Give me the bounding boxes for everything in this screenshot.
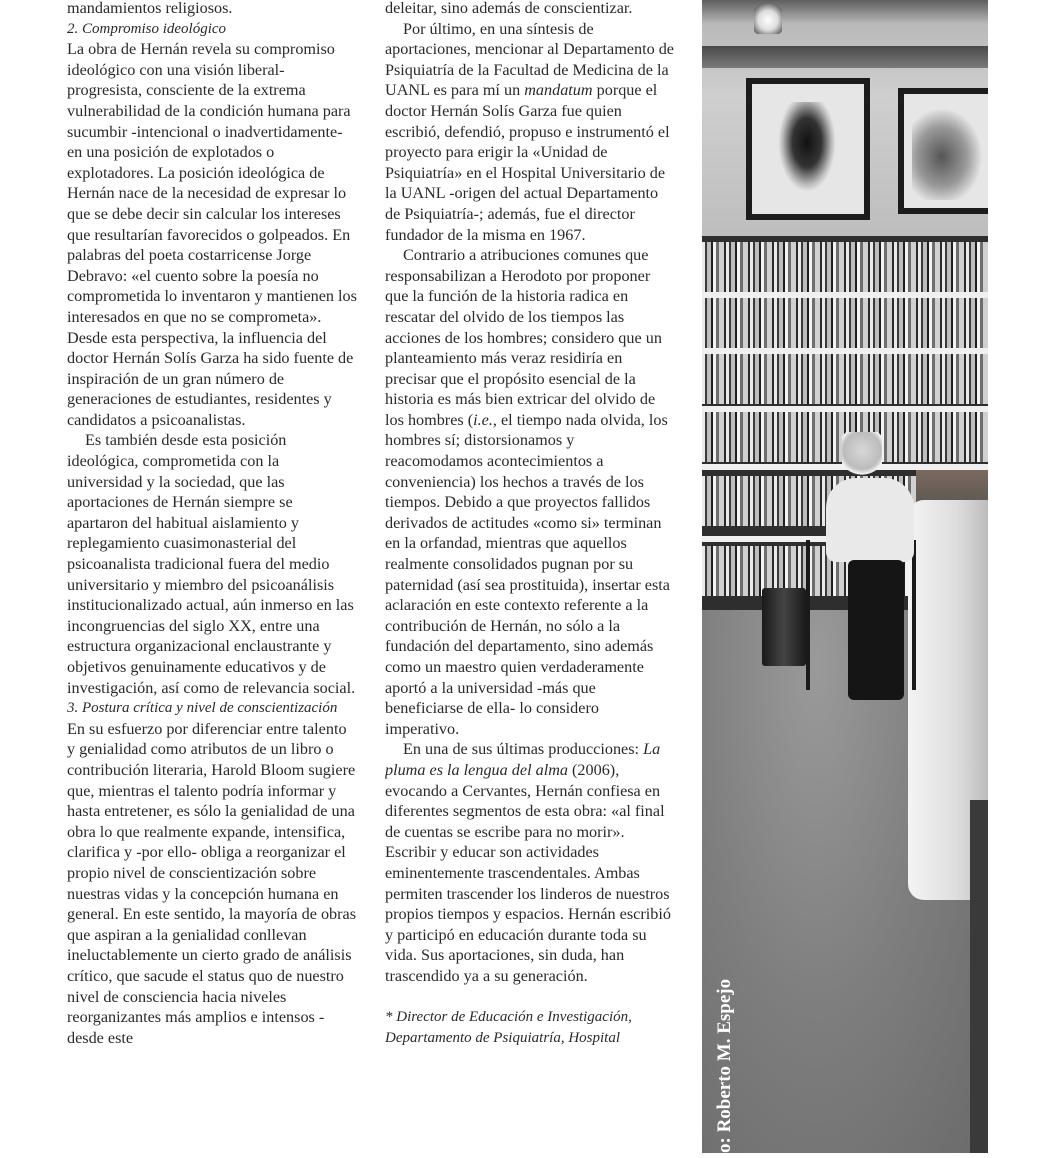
paragraph-compromiso: La obra de Hernán revela su compromiso ideológico con una visión liberal-progresista, consciente de la extrema vulnerabilidad de la condición humana para sucumbir -intencional o inadvertidamente- en una posición de explotados o explotadores. La posición ideológica de Hernán nace de la necesidad de expresar lo que se debe decir sin calcular los intereses que resultarían favorecidos o golpeados. En palabras del poeta costarricense Jorge Debravo: «el cuento sobre la poesía no comprometida lo inventaron y mantienen los interesados en que no se comprometa». Desde esta perspectiva, la influencia del doctor Hernán Solís Garza ha sido fuente de inspiración de un gran número de generaciones de estudiantes, residentes y candidatos a psicoanalistas. bbox=[67, 40, 357, 429]
text-span: Por último, en una síntesis de aportaciones, mencionar al Departamento de Psiquiatría de la Facultad de Medicina de la UANL es para mí un bbox=[385, 19, 674, 100]
photo-ceiling-beam bbox=[702, 46, 988, 68]
paragraph-posicion: Es también desde esta posición ideológica, comprometida con la universidad y la sociedad, que las aportaciones de Hernán siempre se apartaron del habitual aislamiento y replegamiento cuasimonasterial del psicoanalista tradicional fuera del medio universitario y miembro del psicoanálisis institucionalizado actual, aún inmerso en las incongruencias del siglo XX, entre una estructura organizacional enclaustrante y objetivos genuinamente educativos y de investigación, así como de relevancia social. bbox=[67, 431, 356, 697]
footnote: * Director de Educación e Investigación, Departamento de Psiquiatría, Hospital bbox=[385, 1009, 632, 1046]
paragraph-departamento bbox=[385, 19, 675, 246]
seated-man-torso bbox=[826, 478, 914, 562]
text-span: porque el doctor Hernán Solís Garza fue quien escribió, defendió, propuso e instrumentó el proyecto para erigir la «Unidad de Psiquiatría» en el Hospital Universitario de la UANL -origen del actual Departamento de Psiquiatría-; además, fue el director fundador de la misma en 1967. bbox=[385, 81, 670, 244]
book-title: La pluma es la lengua del alma bbox=[385, 740, 661, 779]
emphasis-mandatum: mandatum bbox=[524, 81, 593, 100]
text-span: Contrario a atribuciones comunes que responsabilizan a Herodoto por proponer que la función de la historia radica en rescatar del olvido de los tiempos las acciones de los hombres; considero que un planteamiento más veraz residiría en precisar que el propósito esencial de la historia es más bien extricar del olvido de los hombres ( bbox=[385, 246, 662, 429]
text-span: En una de sus últimas producciones: bbox=[403, 740, 644, 759]
section-heading-3: 3. Postura crítica y nivel de conscientización bbox=[67, 700, 338, 717]
photo-credit: o: Roberto M. Espejo bbox=[714, 978, 735, 1153]
paragraph-postura: En su esfuerzo por diferenciar entre talento y genialidad como atributos de un libro o contribución literaria, Harold Bloom sugiere que, mientras el talento podría informar y hasta entretener, es sólo la genialidad de una obra lo que realmente expande, intensifica, clarifica y -por ello- obliga a reorganizar el propio nivel de conscientización sobre nuestras vidas y la concepción humana en general. En este sentido, la mayoría de obras que aspiran a la genialidad conllevan ineluctablemente un cierto grado de análisis crítico, que sacude el status quo de nuestro nivel de consciencia hacia niveles reorganizantes más amplios e intensos -desde este bbox=[67, 719, 357, 1047]
section-heading-2: 2. Compromiso ideológico bbox=[67, 20, 227, 37]
paragraph-continuation: mandamientos religiosos. bbox=[67, 0, 233, 17]
seated-man-legs bbox=[848, 560, 904, 700]
paragraph-continuation-2: deleitar, sino además de conscientizar. bbox=[385, 0, 633, 17]
framed-artwork-right bbox=[898, 88, 988, 214]
paragraph-herodoto bbox=[385, 245, 675, 739]
text-span: , el tiempo nada olvida, los hombres sí; distorsionamos y reacomodamos acontecimientos a conveniencia) los hechos a través de los tiempos. Debido a que proyectos fallidos derivados de actitudes «como si» terminan en la orfandad, mientras que aquellos realmente consolidados pugnan por su paternidad (así sea prostituida), insertar esta aclaración en este contexto referente a la contribución de Hernán, no sólo a la fundación del departamento, sino además como un maestro quien verdaderamente aportó a la universidad -más que beneficiarse de ella- lo considero imperativo. bbox=[385, 410, 670, 738]
photograph bbox=[702, 0, 988, 1153]
text-column-middle bbox=[385, 0, 675, 1158]
shelf-row bbox=[702, 242, 988, 292]
emphasis-ie: i.e. bbox=[473, 410, 493, 429]
shelf-row bbox=[702, 298, 988, 348]
ceiling-lamp bbox=[754, 0, 782, 34]
paragraph-pluma bbox=[385, 739, 675, 986]
framed-artwork-left bbox=[746, 78, 870, 220]
spacer bbox=[385, 987, 675, 1008]
text-span: (2006), evocando a Cervantes, Hernán confiesa en diferentes segmentos de esta obra: «al final de cuentas se escribe para no morir». Escribir y educar son actividades eminentemente trascendentales. Ambas permiten trascender los linderos de nuestros propios tiempos y espacios. Hernán escribió y participó en educación durante toda su vida. Sus aportaciones, sin duda, han trascendido ya a su generación. bbox=[385, 760, 671, 985]
text-column-left bbox=[67, 0, 357, 1158]
seated-man-head bbox=[842, 432, 882, 478]
shelf-row bbox=[702, 354, 988, 404]
furniture-edge bbox=[970, 800, 988, 1153]
waste-bin bbox=[762, 588, 806, 666]
